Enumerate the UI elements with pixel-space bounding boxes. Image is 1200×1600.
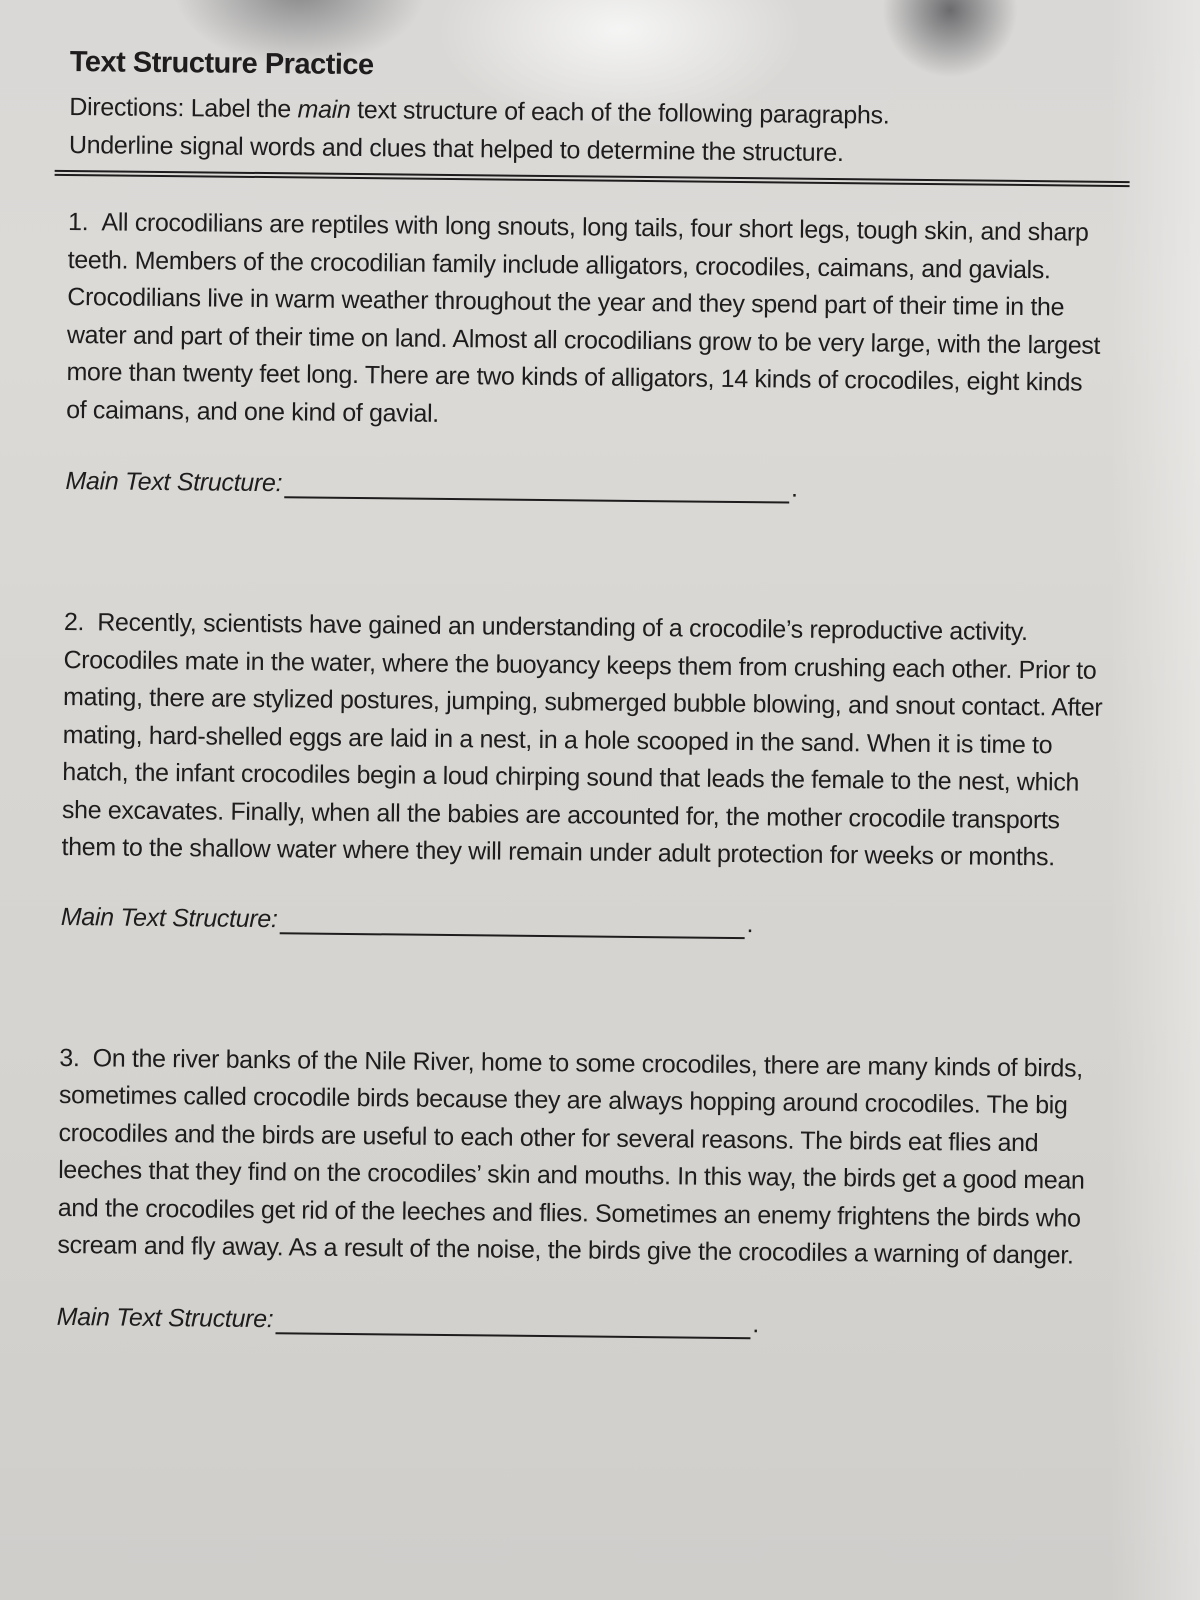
answer-period: . [746,909,754,938]
answer-period: . [790,474,798,503]
question-3-answer [56,1302,1116,1342]
question-2-answer [61,902,1121,942]
question-3-text: On the river banks of the Nile River, home to some crocodiles, there are many kinds of birds, sometimes called crocodile birds because they are always hopping around crocodiles. The big crocodiles and the birds are useful to each other for several reasons. The birds eat flies and leeches that they find on the crocodiles’ skin and mouths. In this way, the birds get a good mean and the crocodiles get rid of the leeches and flies. Sometimes an enemy frightens the birds who scream and fly away. As a result of the noise, the birds give the crocodiles a warning of danger. [57,1043,1085,1270]
question-3-paragraph [57,1039,1099,1275]
question-1-text: All crocodilians are reptiles with long snouts, long tails, four short legs, tough skin, and sharp teeth. Members of the crocodilian family include alligators, crocodiles, caimans, and gavials. Crocodilians live in warm weather throughout the year and they spend part of their time in the water and part of their time on land. Almost all crocodilians grow to be very large, with the largest more than twenty feet long. There are two kinds of alligators, 14 kinds of crocodiles, eight kinds of caimans, and one kind of gavial. [66,208,1101,428]
question-2-paragraph [61,604,1104,877]
answer-label: Main Text Structure: [56,1302,274,1333]
directions-prefix: Directions: Label the [69,92,298,124]
directions-emphasis: main [297,95,351,124]
answer-label: Main Text Structure: [65,466,283,498]
worksheet-title: Text Structure Practice [69,45,374,82]
answer-label: Main Text Structure: [60,902,278,933]
question-2-text: Recently, scientists have gained an understanding of a crocodile’s reproductive activity. Crocodiles mate in the water, where the buoyancy keeps them from crushing each other. Prior to mating, there are stylized postures, jumping, submerged bubble blowing, and snout contact. After mating, hard-shelled eggs are laid in a nest, in a hole scooped in the sand. When it is time to hatch, the infant crocodiles begin a loud chirping sound that leads the female to the nest, which she excavates. Finally, when all the babies are accounted for, the mother crocodile transports them to the shallow water where they will remain under adult protection for weeks or months. [61,608,1103,872]
directions-line-2: Underline signal words and clues that helped to determine the structure. [68,130,844,168]
question-2-number: 2. [63,607,85,637]
question-1-paragraph [66,204,1108,440]
question-3-answer-blank[interactable] [275,1310,750,1339]
question-1-answer-blank[interactable] [284,474,789,503]
answer-period: . [752,1309,760,1338]
worksheet [56,42,1129,1343]
question-3-number: 3. [59,1043,80,1072]
directions-suffix: text structure of each of the following paragraphs. [350,95,890,130]
question-1-answer [65,467,1125,507]
question-1-number: 1. [67,207,89,237]
question-2-answer-blank[interactable] [279,910,744,939]
